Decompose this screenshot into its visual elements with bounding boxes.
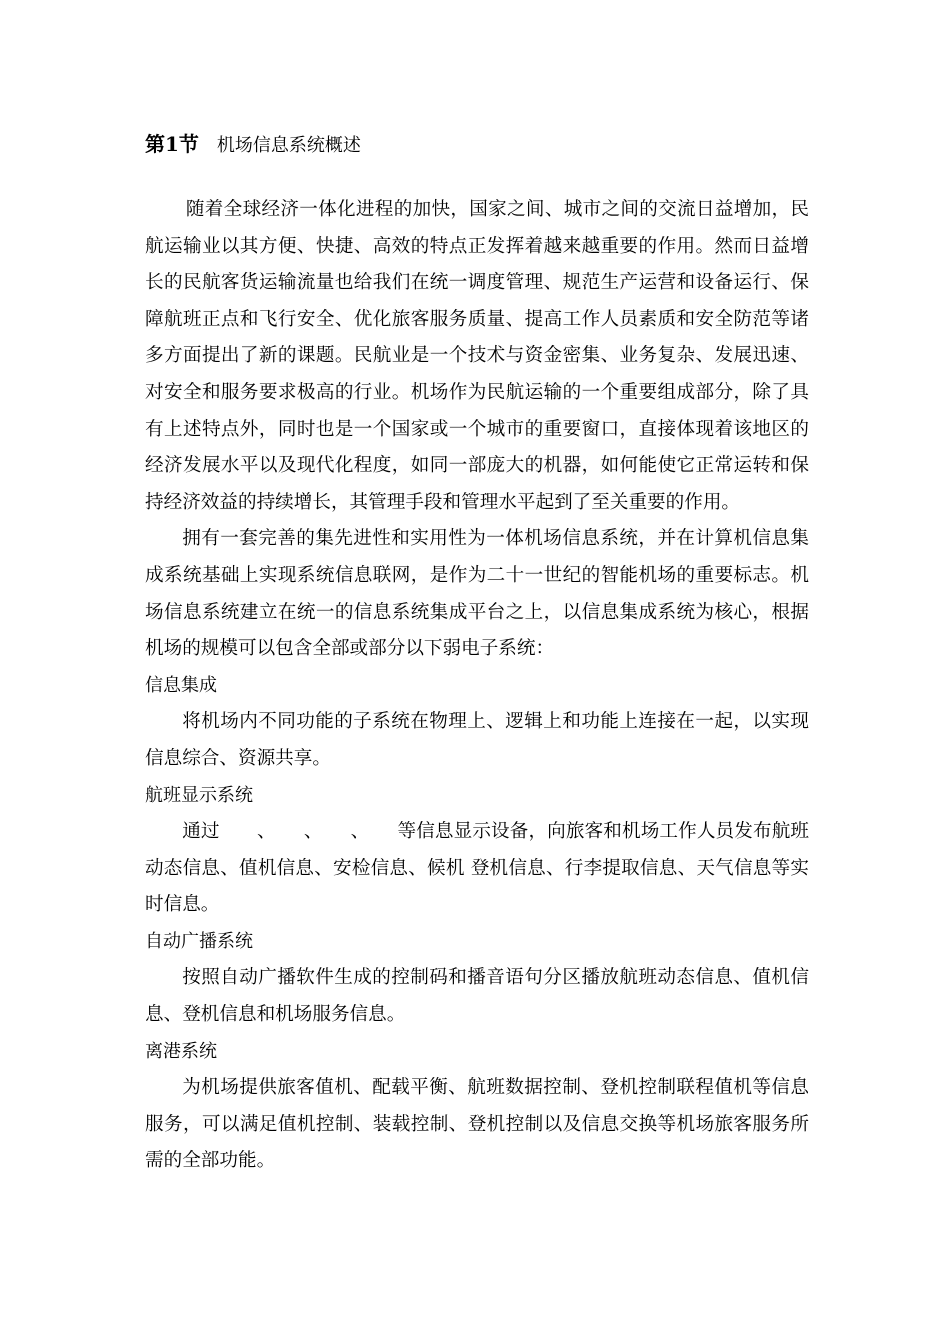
section-number: 第1节 <box>145 132 199 156</box>
intro-paragraph-1: 随着全球经济一体化进程的加快，国家之间、城市之间的交流日益增加，民航运输业以其方便、快捷、高效的特点正发挥着越来越重要的作用。然而日益增长的民航客货运输流量也给我们在统一调度管理、规范生产运营和设备运行、保障航班正点和飞行安全、优化旅客服务质量、提高工作人员素质和安全防范等诸多方面提出了新的课题。民航业是一个技术与资金密集、业务复杂、发展迅速、对安全和服务要求极高的行业。机场作为民航运输的一个重要组成部分，除了具有上述特点外，同时也是一个国家或一个城市的重要窗口，直接体现着该地区的经济发展水平以及现代化程度，如同一部庞大的机器，如何能使它正常运转和保持经济效益的持续增长，其管理手段和管理水平起到了至关重要的作用。 <box>145 199 809 513</box>
document-body <box>145 192 809 1180</box>
paragraph-info-integration: 将机场内不同功能的子系统在物理上、逻辑上和功能上连接在一起，以实现信息综合、资源共享。 <box>145 711 809 769</box>
paragraph-departure: 为机场提供旅客值机、配载平衡、航班数据控制、登机控制联程值机等信息服务，可以满足值机控制、装载控制、登机控制以及信息交换等机场旅客服务所需的全部功能。 <box>145 1077 809 1172</box>
section-heading <box>145 128 361 157</box>
paragraph-broadcast: 按照自动广播软件生成的控制码和播音语句分区播放航班动态信息、值机信息、登机信息和机场服务信息。 <box>145 967 809 1026</box>
subheading-broadcast: 自动广播系统 <box>145 930 253 952</box>
section-title: 机场信息系统概述 <box>216 135 361 156</box>
subheading-flight-display: 航班显示系统 <box>145 784 253 806</box>
paragraph-flight-display: 通过 、 、 、 等信息显示设备，向旅客和机场工作人员发布航班动态信息、值机信息、安检信息、候机 登机信息、行李提取信息、天气信息等实时信息。 <box>145 821 809 916</box>
intro-paragraph-2: 拥有一套完善的集先进性和实用性为一体机场信息系统，并在计算机信息集成系统基础上实现系统信息联网，是作为二十一世纪的智能机场的重要标志。机场信息系统建立在统一的信息系统集成平台之上，以信息集成系统为核心，根据机场的规模可以包含全部或部分以下弱电子系统： <box>145 528 809 660</box>
subheading-info-integration: 信息集成 <box>145 674 217 696</box>
subheading-departure: 离港系统 <box>145 1040 217 1062</box>
